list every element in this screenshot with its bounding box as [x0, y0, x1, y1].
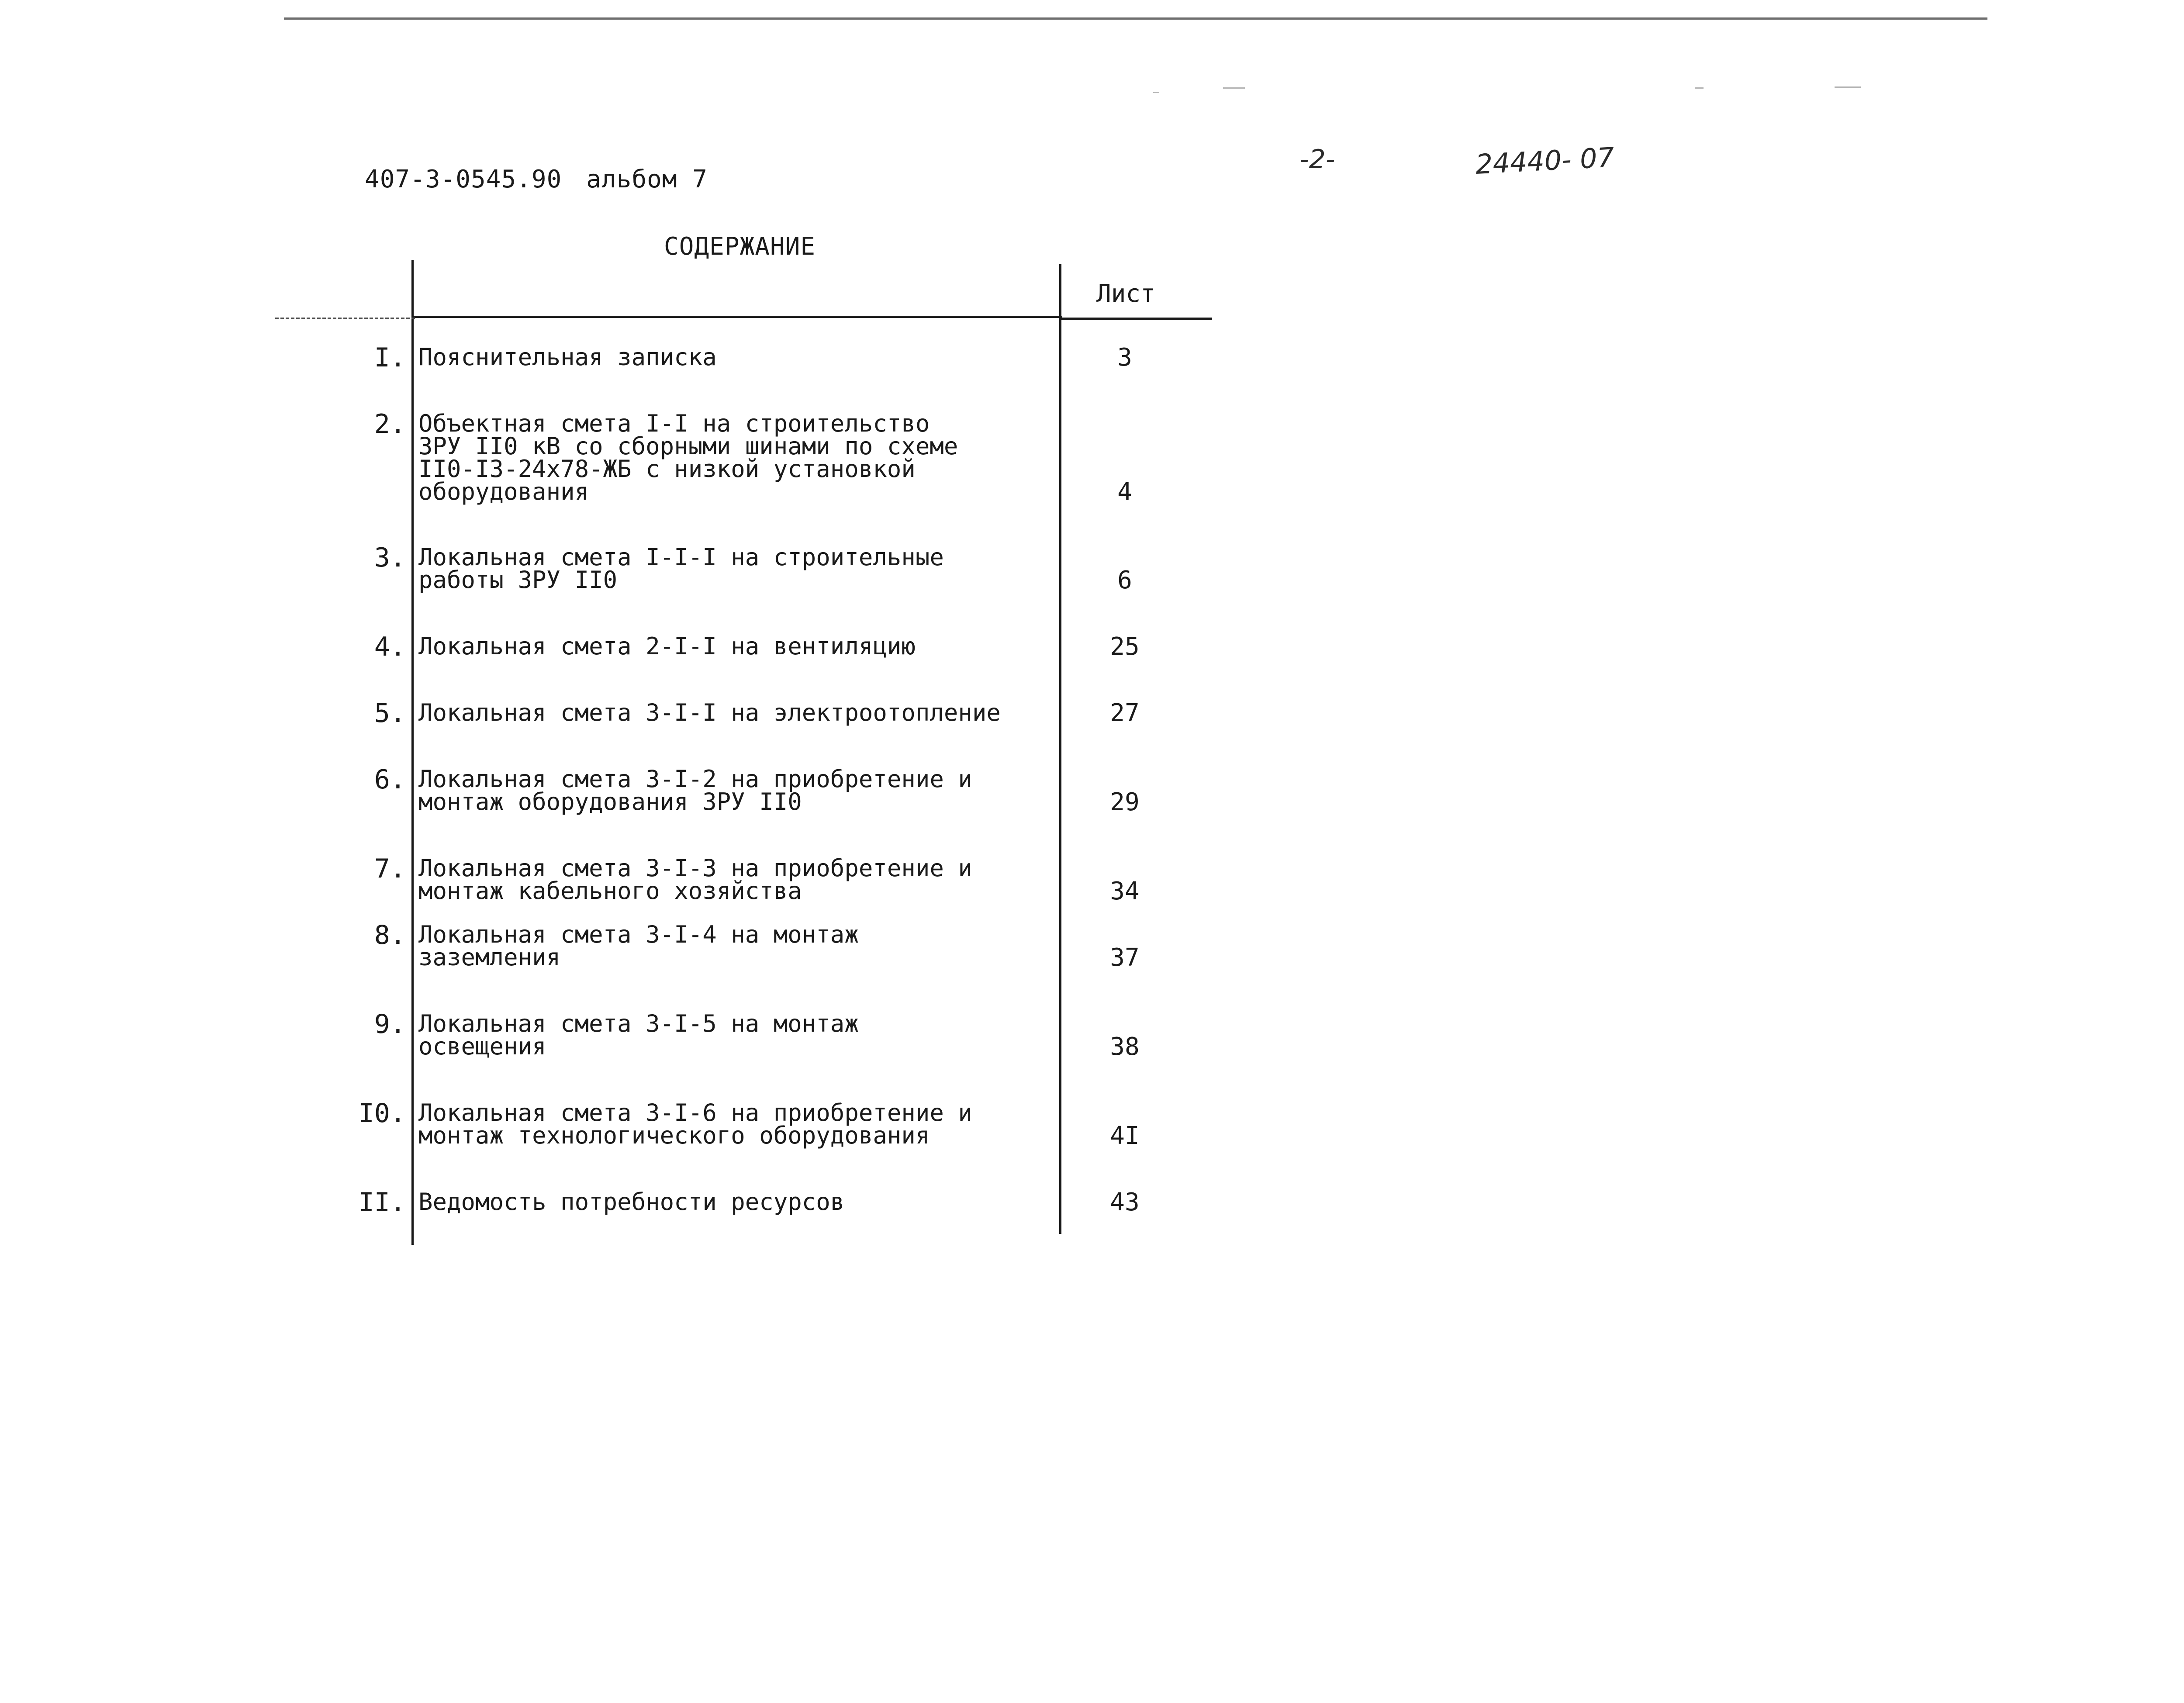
toc-item-title: Локальная смета 3-I-I на электроотопление: [418, 699, 1001, 726]
scan-speck: [1835, 86, 1861, 88]
toc-sheet-header-rule: [1059, 318, 1212, 320]
toc-margin-rule: [275, 318, 415, 319]
toc-item-number: 6.: [374, 764, 406, 795]
toc-item-sheet: 4I: [1110, 1122, 1140, 1150]
toc-item-number: 5.: [374, 698, 406, 729]
toc-item-sheet: 34: [1110, 877, 1140, 905]
toc-item-number: I.: [374, 342, 406, 373]
toc-right-column-rule: [1059, 264, 1061, 1234]
toc-item-title: Пояснительная записка: [418, 343, 717, 371]
toc-item-number: 8.: [374, 920, 406, 950]
toc-item-title: Локальная смета 3-I-3 на приобретение и монтаж кабельного хозяйства: [418, 854, 972, 905]
toc-item-title: Ведомость потребности ресурсов: [418, 1188, 845, 1216]
toc-item-number: 7.: [374, 853, 406, 884]
handwritten-code: 24440- 07: [1475, 141, 1615, 180]
toc-item-sheet: 38: [1110, 1033, 1140, 1061]
toc-item-number: II.: [358, 1187, 406, 1218]
toc-item-title: Локальная смета I-I-I на строительные работы ЗРУ II0: [418, 543, 944, 594]
scan-speck: [1695, 87, 1704, 89]
toc-item-title: Локальная смета 2-I-I на вентиляцию: [418, 632, 916, 660]
album-label: альбом 7: [586, 165, 708, 193]
toc-item-number: 2.: [374, 409, 406, 439]
toc-item-sheet: 43: [1110, 1188, 1140, 1216]
toc-item-title: Локальная смета 3-I-5 на монтаж освещения: [418, 1010, 859, 1060]
toc-item-title: Локальная смета 3-I-6 на приобретение и монтаж технологического оборудования: [418, 1099, 972, 1149]
document-code: 407-3-0545.90: [365, 165, 562, 193]
toc-left-column-rule: [411, 260, 414, 1245]
toc-item-title: Локальная смета 3-I-4 на монтаж заземления: [418, 921, 859, 971]
scan-speck: [1223, 87, 1245, 89]
sheet-column-header: Лист: [1096, 280, 1155, 308]
scan-speck: [1153, 92, 1159, 93]
page-number: -2-: [1299, 144, 1335, 175]
toc-item-sheet: 4: [1117, 478, 1132, 506]
toc-item-sheet: 3: [1117, 343, 1132, 372]
toc-item-number: 3.: [374, 542, 406, 573]
toc-header-rule: [411, 316, 1062, 318]
toc-item-sheet: 29: [1110, 788, 1140, 816]
toc-item-title: Объектная смета I-I на строительство ЗРУ II0 кВ со сборными шинами по схеме II0-I3-24х78-ЖБ с низкой установкой оборудования: [418, 410, 958, 505]
toc-item-sheet: 27: [1110, 699, 1140, 727]
toc-item-sheet: 25: [1110, 632, 1140, 661]
toc-item-number: 4.: [374, 632, 406, 662]
toc-item-number: 9.: [374, 1009, 406, 1040]
top-border-rule: [284, 17, 1987, 20]
toc-item-number: I0.: [358, 1098, 406, 1129]
document-header: [365, 165, 708, 193]
toc-item-title: Локальная смета 3-I-2 на приобретение и монтаж оборудования ЗРУ II0: [418, 765, 972, 815]
toc-item-sheet: 6: [1117, 566, 1132, 594]
toc-item-sheet: 37: [1110, 943, 1140, 972]
toc-title: СОДЕРЖАНИЕ: [664, 232, 816, 261]
